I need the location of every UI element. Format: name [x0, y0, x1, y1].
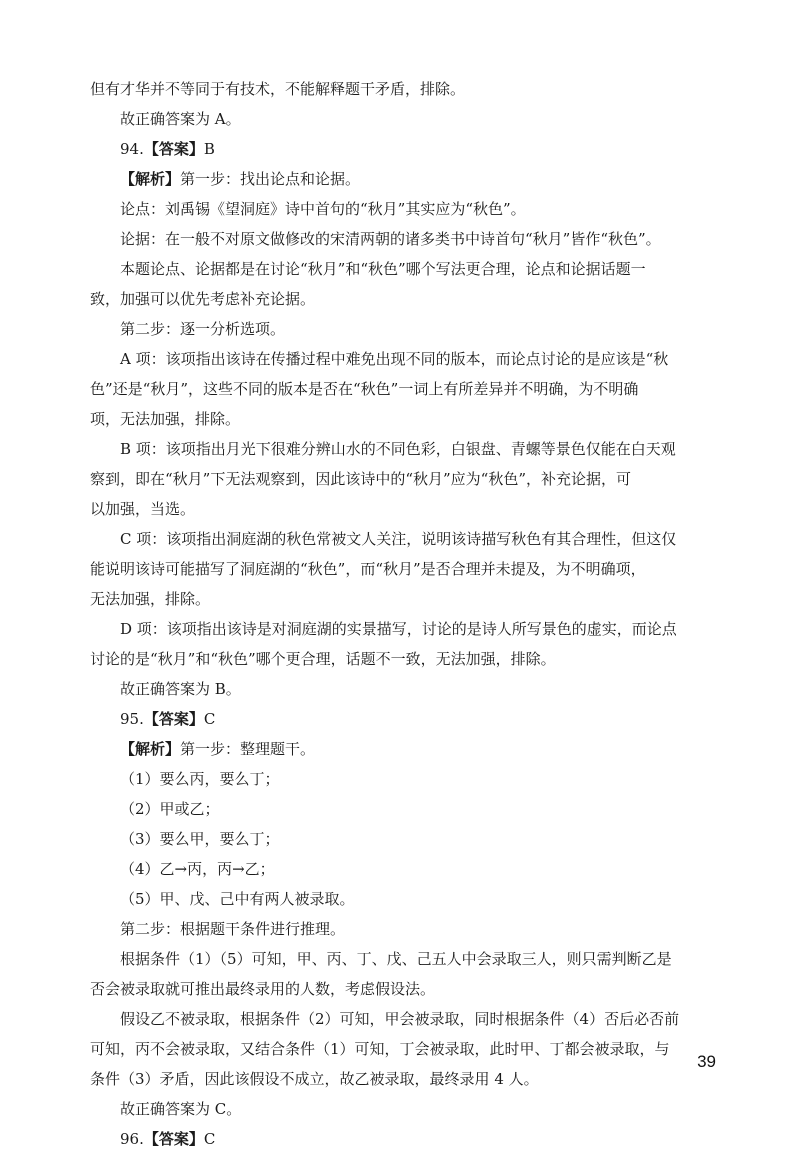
text-line [90, 1004, 740, 1034]
text-line [90, 1034, 740, 1064]
line-text: （2）甲或乙； [120, 800, 220, 818]
text-line [90, 284, 740, 314]
text-line [90, 794, 740, 824]
line-text: 无法加强，排除。 [90, 590, 211, 608]
line-text: 以加强，当选。 [90, 500, 196, 518]
line-text: D 项：该项指出该诗是对洞庭湖的实景描写，讨论的是诗人所写景色的虚实，而论点 [120, 620, 677, 638]
line-text: C [203, 1130, 216, 1148]
line-text: 假设乙不被录取，根据条件（2）可知，甲会被录取，同时根据条件（4）否后必否前 [120, 1010, 680, 1028]
text-line [90, 404, 740, 434]
text-line [90, 104, 740, 134]
line-text: 能说明该诗可能描写了洞庭湖的“秋色”，而“秋月”是否合理并未提及，为不明确项， [90, 560, 646, 578]
text-line [90, 194, 740, 224]
text-line [90, 374, 740, 404]
text-line [90, 434, 740, 464]
line-text: 项，无法加强，排除。 [90, 410, 241, 428]
line-text: （3）要么甲，要么丁； [120, 830, 280, 848]
line-text: 第二步：根据题干条件进行推理。 [120, 920, 346, 938]
line-text: 根据条件（1）（5）可知，甲、丙、丁、戊、己五人中会录取三人，则只需判断乙是 [120, 950, 672, 968]
text-line [90, 1124, 740, 1154]
section-label: 【答案】 [143, 140, 204, 158]
line-text: 但有才华并不等同于有技术，不能解释题干矛盾，排除。 [90, 80, 466, 98]
text-line [90, 554, 740, 584]
line-text: 讨论的是“秋月”和“秋色”哪个更合理，话题不一致，无法加强，排除。 [90, 650, 556, 668]
text-line [90, 134, 740, 164]
line-text: 论点：刘禹锡《望洞庭》诗中首句的“秋月”其实应为“秋色”。 [120, 200, 526, 218]
line-text: C 项：该项指出洞庭湖的秋色常被文人关注，说明该诗描写秋色有其合理性，但这仅 [120, 530, 677, 548]
text-line [90, 734, 740, 764]
line-text: B 项：该项指出月光下很难分辨山水的不同色彩，白银盘、青螺等景色仅能在白天观 [120, 440, 676, 458]
answer-explanation-text [90, 74, 740, 1154]
text-line [90, 1064, 740, 1094]
text-line [90, 254, 740, 284]
line-text: 第一步：整理题干。 [180, 740, 316, 758]
line-text: 色”还是“秋月”，这些不同的版本是否在“秋色”一词上有所差异并不明确，为不明确 [90, 380, 639, 398]
line-text: （5）甲、戊、己中有两人被录取。 [120, 890, 355, 908]
line-text: 条件（3）矛盾，因此该假设不成立，故乙被录取，最终录用 4 人。 [90, 1070, 539, 1088]
section-label: 【解析】 [120, 740, 181, 758]
line-text: C [203, 710, 216, 728]
line-text: 第一步：找出论点和论据。 [180, 170, 361, 188]
line-text: 否会被录取就可推出最终录用的人数，考虑假设法。 [90, 980, 436, 998]
text-line [90, 944, 740, 974]
line-text: 故正确答案为 A。 [120, 110, 241, 128]
line-text: 故正确答案为 C。 [120, 1100, 242, 1118]
line-text: B [203, 140, 215, 158]
text-line [90, 584, 740, 614]
text-line [90, 314, 740, 344]
line-text: 可知，丙不会被录取，又结合条件（1）可知，丁会被录取，此时甲、丁都会被录取，与 [90, 1040, 670, 1058]
text-line [90, 74, 740, 104]
line-text: 致，加强可以优先考虑补充论据。 [90, 290, 316, 308]
line-text: 察到，即在“秋月”下无法观察到，因此该诗中的“秋月”应为“秋色”，补充论据，可 [90, 470, 632, 488]
text-line [90, 464, 740, 494]
text-line [90, 674, 740, 704]
section-label: 【答案】 [143, 710, 204, 728]
text-line [90, 344, 740, 374]
text-line [90, 704, 740, 734]
line-text: 本题论点、论据都是在讨论“秋月”和“秋色”哪个写法更合理，论点和论据话题一 [120, 260, 646, 278]
section-label: 【答案】 [143, 1130, 204, 1148]
section-label: 【解析】 [120, 170, 181, 188]
text-line [90, 614, 740, 644]
line-text: A 项：该项指出该诗在传播过程中难免出现不同的版本，而论点讨论的是应该是“秋 [120, 350, 669, 368]
question-number: 95. [120, 710, 144, 728]
text-line [90, 494, 740, 524]
question-number: 96. [120, 1130, 144, 1148]
line-text: （1）要么丙，要么丁； [120, 770, 280, 788]
line-text: （4）乙→丙，丙→乙； [120, 860, 275, 878]
text-line [90, 1094, 740, 1124]
text-line [90, 224, 740, 254]
line-text: 故正确答案为 B。 [120, 680, 241, 698]
text-line [90, 824, 740, 854]
question-number: 94. [120, 140, 144, 158]
line-text: 论据：在一般不对原文做修改的宋清两朝的诸多类书中诗首句“秋月”皆作“秋色”。 [120, 230, 661, 248]
line-text: 第二步：逐一分析选项。 [120, 320, 286, 338]
text-line [90, 764, 740, 794]
text-line [90, 854, 740, 884]
text-line [90, 974, 740, 1004]
page-number: 39 [697, 1052, 716, 1071]
text-line [90, 914, 740, 944]
text-line [90, 644, 740, 674]
text-line [90, 164, 740, 194]
text-line [90, 884, 740, 914]
text-line [90, 524, 740, 554]
